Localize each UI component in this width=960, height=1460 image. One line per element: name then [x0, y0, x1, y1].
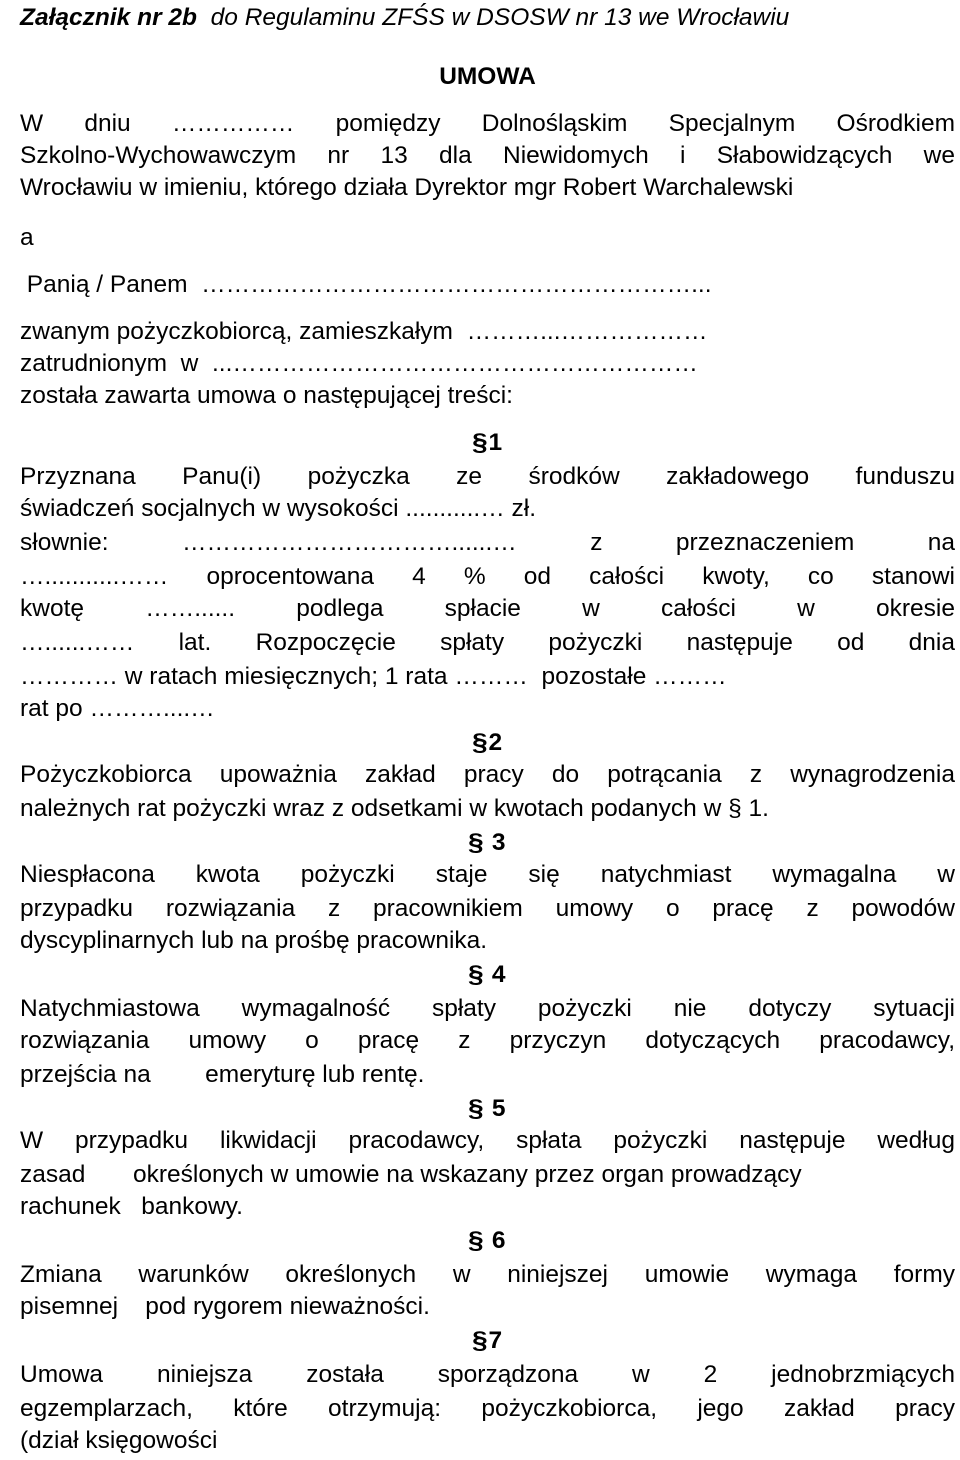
- paragraph-line: przejścia na emeryturę lub rentę.: [20, 1061, 425, 1088]
- section-sign: §: [471, 1327, 488, 1354]
- attachment-number: Załącznik nr 2b: [20, 4, 198, 31]
- paragraph-line: Pożyczkobiorca upoważnia zakład pracy do potrącania z wynagrodzenia: [20, 761, 955, 788]
- intro-line: W dniu …………… pomiędzy Dolnośląskim Specjalnym Ośrodkiem: [20, 110, 955, 137]
- paragraph-heading: [20, 1326, 955, 1356]
- intro-line: a: [20, 224, 34, 251]
- paragraph-line: rozwiązania umowy o pracę z przyczyn dotyczących pracodawcy,: [20, 1027, 955, 1054]
- paragraph-line: …......…… lat. Rozpoczęcie spłaty pożyczki następuje od dnia: [20, 629, 955, 656]
- intro-line: została zawarta umowa o następującej treści:: [20, 382, 513, 409]
- section-sign: §: [468, 1095, 485, 1122]
- section-sign: §: [468, 1227, 485, 1254]
- paragraph-line: Natychmiastowa wymagalność spłaty pożyczki nie dotyczy sytuacji: [20, 995, 955, 1022]
- paragraph-line: Niespłacona kwota pożyczki staje się natychmiast wymagalna w: [20, 861, 955, 888]
- section-sign: §: [471, 429, 488, 456]
- paragraph-line: pisemnej pod rygorem nieważności.: [20, 1293, 430, 1320]
- paragraph-number: 2: [488, 729, 503, 756]
- paragraph-line: egzemplarzach, które otrzymują: pożyczkobiorca, jego zakład pracy: [20, 1395, 955, 1422]
- paragraph-line: dyscyplinarnych lub na prośbę pracownika.: [20, 927, 488, 954]
- paragraph-line: ………… w ratach miesięcznych; 1 rata ……… pozostałe ………: [20, 663, 727, 690]
- paragraph-number: 7: [488, 1327, 503, 1354]
- paragraph-line: świadczeń socjalnych w wysokości ...........… zł.: [20, 495, 537, 522]
- document-header: [20, 3, 955, 33]
- intro-line: Panią / Panem ……………………………………………………...: [20, 271, 712, 298]
- paragraph-number: 3: [491, 829, 506, 856]
- paragraph-line: Przyznana Panu(i) pożyczka ze środków zakładowego funduszu: [20, 463, 955, 490]
- paragraph-heading: [20, 428, 955, 458]
- paragraph-number: 5: [491, 1095, 506, 1122]
- document-title: UMOWA: [439, 63, 536, 90]
- section-sign: §: [471, 729, 488, 756]
- intro-line: zwanym pożyczkobiorcą, zamieszkałym ………...………………: [20, 318, 708, 345]
- paragraph-line: kwotę ……...... podlega spłacie w całości w okresie: [20, 595, 955, 622]
- paragraph-line: Umowa niniejsza została sporządzona w 2 jednobrzmiących: [20, 1361, 955, 1388]
- intro-line: Szkolno-Wychowawczym nr 13 dla Niewidomych i Słabowidzących we: [20, 142, 955, 169]
- paragraph-line: rat po ………....…: [20, 695, 215, 722]
- paragraph-line: przypadku rozwiązania z pracownikiem umowy o pracę z powodów: [20, 895, 955, 922]
- paragraph-heading: [20, 1094, 955, 1124]
- intro-line: Wrocławiu w imieniu, którego działa Dyrektor mgr Robert Warchalewski: [20, 174, 794, 201]
- paragraph-line: należnych rat pożyczki wraz z odsetkami w kwotach podanych w § 1.: [20, 795, 769, 822]
- paragraph-number: 1: [488, 429, 503, 456]
- paragraph-line: …...........…… oprocentowana 4 % od całości kwoty, co stanowi: [20, 563, 955, 590]
- paragraph-heading: [20, 728, 955, 758]
- paragraph-line: słownie: ……………………………......… z przeznaczeniem na: [20, 529, 955, 556]
- intro-line: zatrudnionym w ...…………………………………………………: [20, 350, 698, 377]
- paragraph-line: rachunek bankowy.: [20, 1193, 243, 1220]
- paragraph-line: Zmiana warunków określonych w niniejszej umowie wymaga formy: [20, 1261, 955, 1288]
- attachment-reference: do Regulaminu ZFŚS w DSOSW nr 13 we Wrocławiu: [197, 4, 790, 31]
- section-sign: §: [468, 961, 485, 988]
- paragraph-line: (dział księgowości: [20, 1427, 218, 1454]
- paragraph-heading: [20, 1226, 955, 1256]
- paragraph-heading: [20, 960, 955, 990]
- paragraph-line: W przypadku likwidacji pracodawcy, spłata pożyczki następuje według: [20, 1127, 955, 1154]
- paragraph-number: 6: [491, 1227, 506, 1254]
- paragraph-number: 4: [491, 961, 506, 988]
- paragraph-heading: [20, 828, 955, 858]
- section-sign: §: [468, 829, 485, 856]
- paragraph-line: zasad określonych w umowie na wskazany przez organ prowadzący: [20, 1161, 802, 1188]
